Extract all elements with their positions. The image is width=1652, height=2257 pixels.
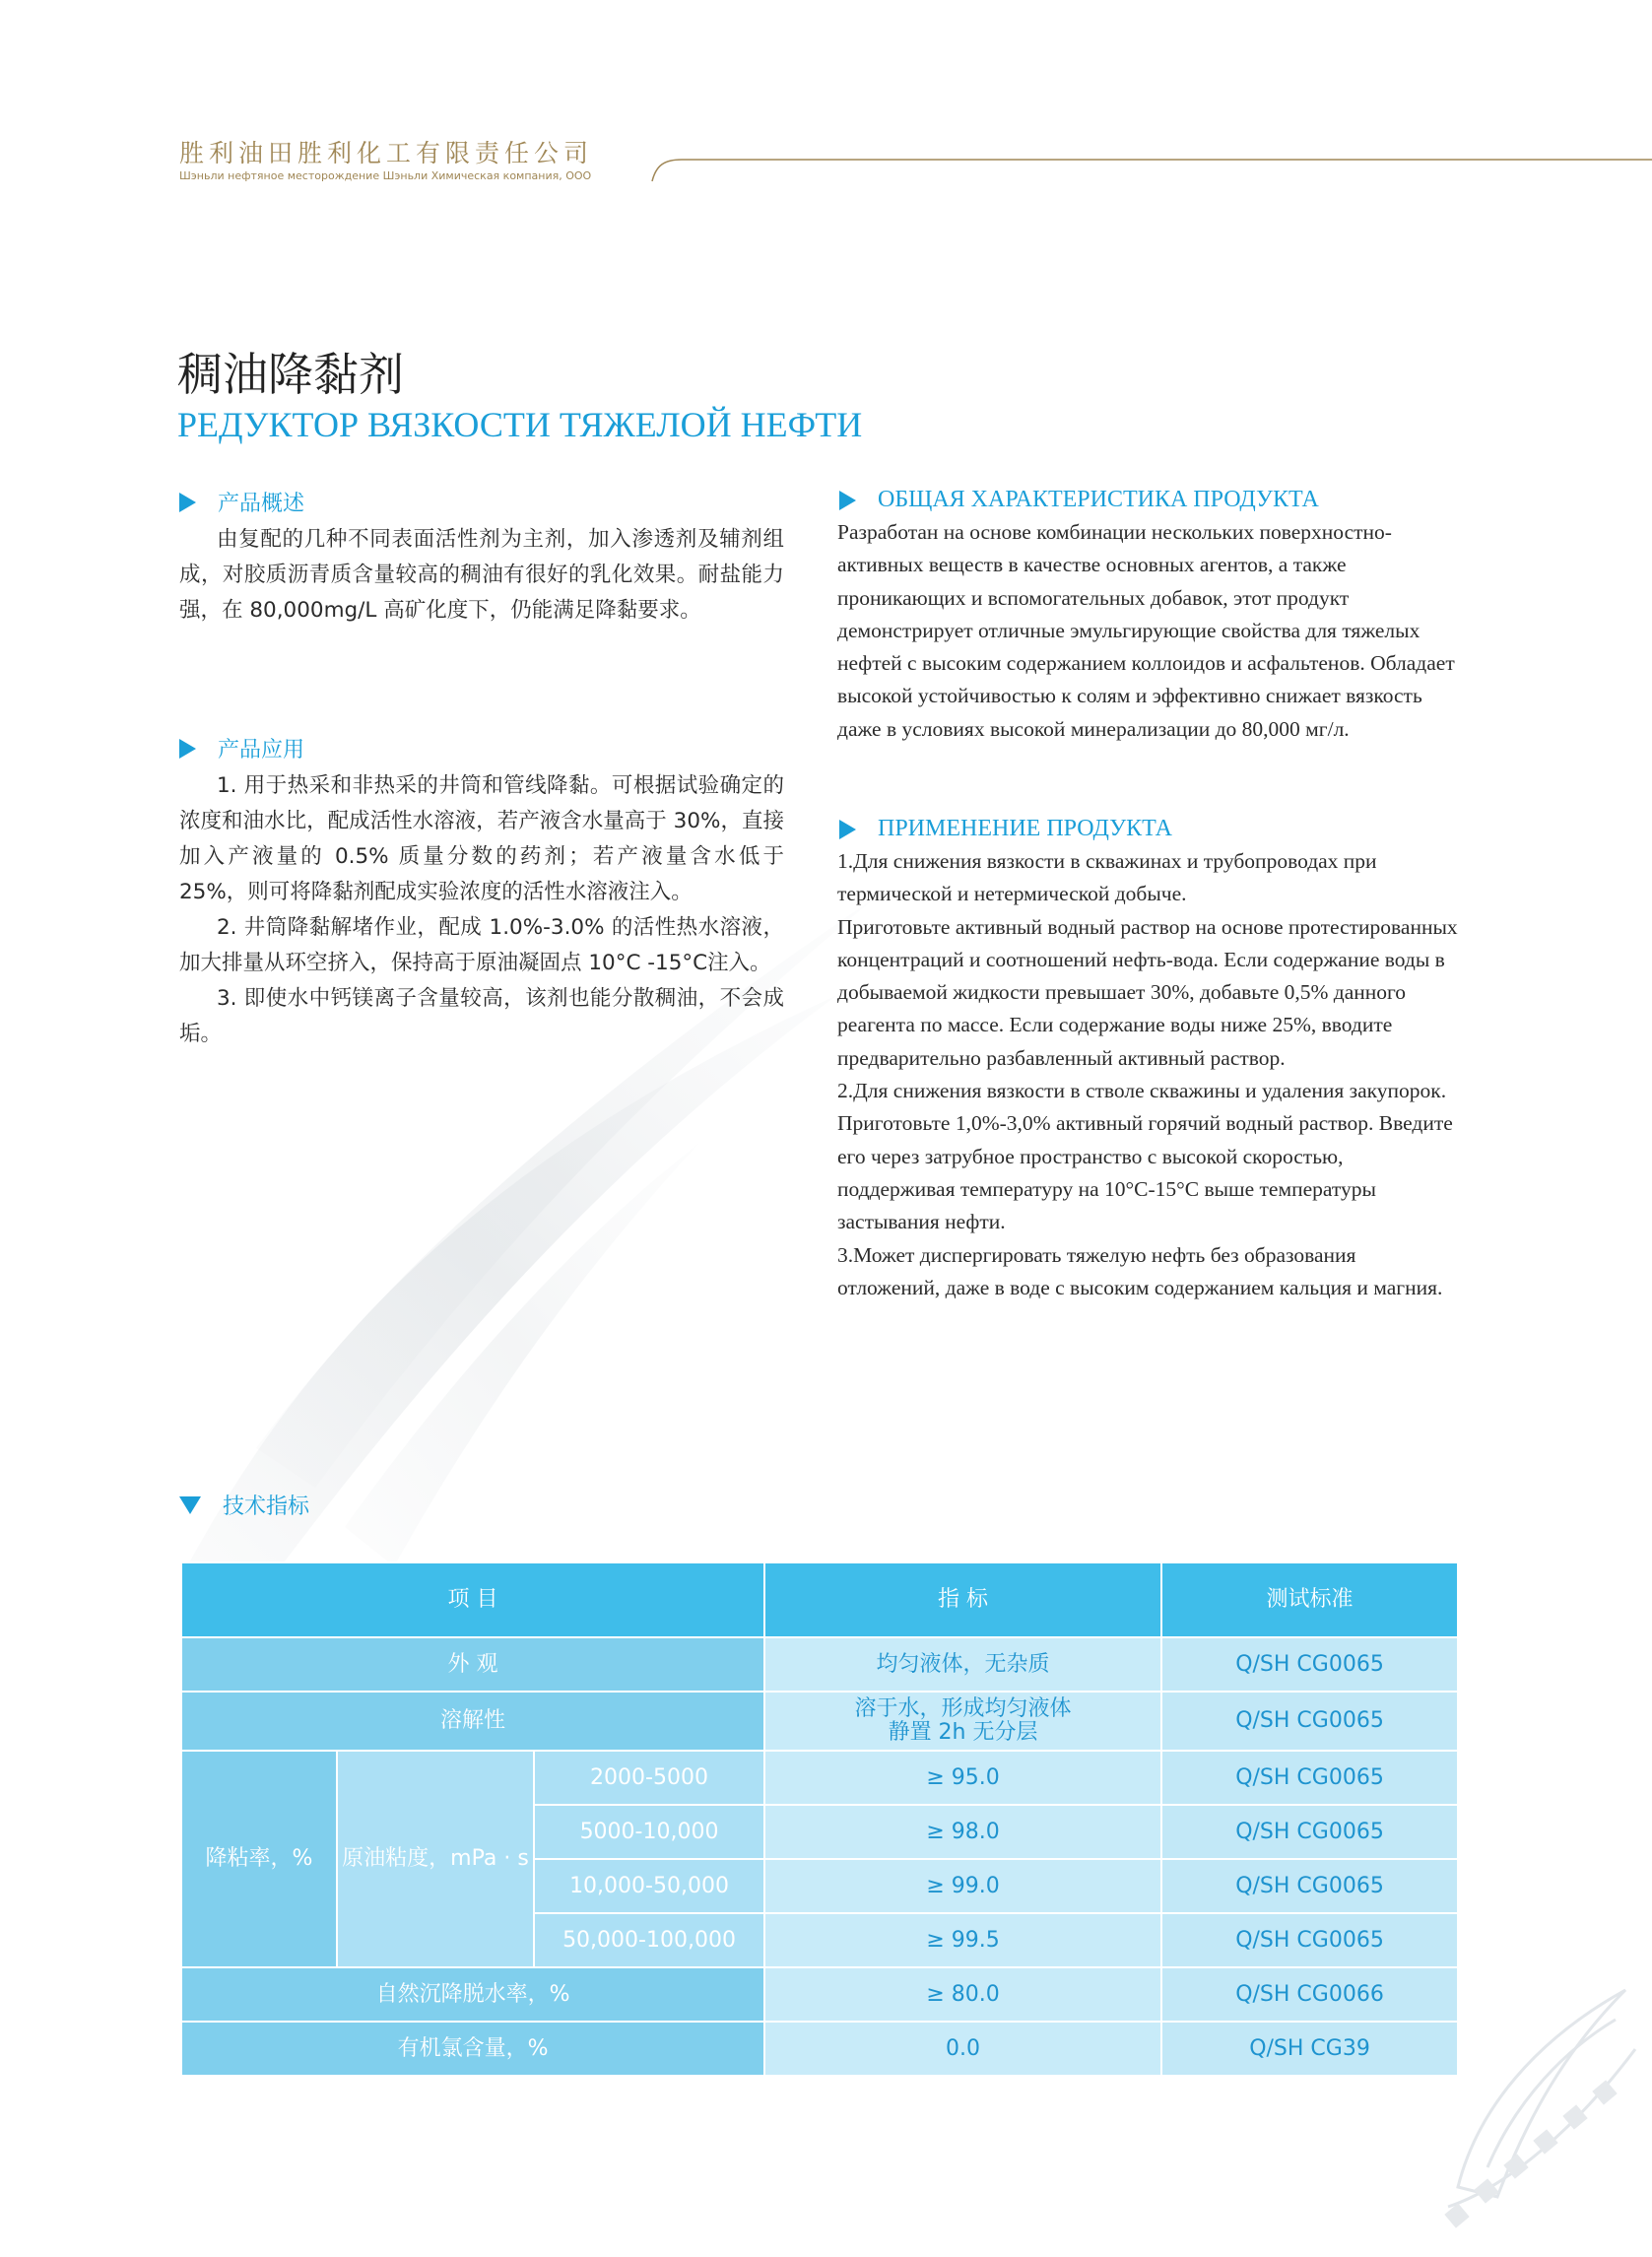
section-heading-ru-overview [839,487,1319,513]
product-title-ru: РЕДУКТОР ВЯЗКОСТИ ТЯЖЕЛОЙ НЕФТИ [177,405,863,444]
item-cell: 有机氯含量，% [181,2022,764,2076]
section-heading-ru-application [839,816,1172,842]
cn-overview-text [179,522,784,629]
paragraph: 3.Может диспергировать тяжелую нефть без образования отложений, даже в воде с высоким содержанием кальция и магния. [837,1242,1443,1299]
value-cell [764,1692,1161,1751]
header-divider-line [642,138,1652,187]
section-heading-label: ПРИМЕНЕНИЕ ПРОДУКТА [878,816,1172,841]
company-name-ru: Шэньли нефтяное месторождение Шэньли Химическая компания, ООО [179,169,592,182]
value-line: 静置 2h 无分层 [888,1720,1038,1745]
standard-cell: Q/SH CG0065 [1161,1913,1458,1967]
section-heading-label: ОБЩАЯ ХАРАКТЕРИСТИКА ПРОДУКТА [878,487,1319,512]
group-label-cell: 降粘率，% [181,1751,337,1967]
cn-application-text [179,768,784,1052]
section-heading-label: 产品应用 [218,738,305,763]
value-cell: ≥ 99.0 [764,1859,1161,1913]
tech-spec-table [180,1561,1459,2077]
value-cell: ≥ 95.0 [764,1751,1161,1805]
product-title-cn: 稠油降黏剂 [177,348,404,401]
triangle-right-icon [839,820,856,839]
paragraph: 由复配的几种不同表面活性剂为主剂，加入渗透剂及辅剂组成，对胶质沥青质含量较高的稠油有很好的乳化效果。耐盐能力强，在 80,000mg/L 高矿化度下，仍能满足降黏要求。 [179,527,784,623]
table-row [181,2022,1458,2076]
value-cell: ≥ 80.0 [764,1967,1161,2022]
paragraph: 1.Для снижения вязкости в скважинах и трубопроводах при термической и нетермической добыче. [837,849,1377,906]
standard-cell: Q/SH CG0065 [1161,1637,1458,1692]
table-row [181,1692,1458,1751]
table-row [181,1751,1458,1805]
standard-cell: Q/SH CG0066 [1161,1967,1458,2022]
range-cell: 10,000-50,000 [534,1859,764,1913]
paragraph: Приготовьте активный водный раствор на основе протестированных концентраций и соотношений нефть-вода. Если содержание воды в добываемой жидкости превышает 30%, добавьте 0,5% данного реагента по массе. Если содержание воды ниже 25%, вводите предварительно разбавленный активный раствор. [837,914,1458,1070]
triangle-down-icon [179,1496,201,1514]
value-cell: ≥ 98.0 [764,1805,1161,1859]
range-cell: 50,000-100,000 [534,1913,764,1967]
company-name-cn: 胜利油田胜利化工有限责任公司 [179,139,594,167]
item-cell: 外 观 [181,1637,764,1692]
section-heading-cn-application [179,733,304,763]
triangle-right-icon [179,739,196,759]
table-row [181,1967,1458,2022]
item-cell: 溶解性 [181,1692,764,1751]
table-header-row [181,1562,1458,1637]
triangle-right-icon [839,491,856,510]
header-indicator: 指 标 [764,1562,1161,1637]
header-item: 项 目 [181,1562,764,1637]
value-cell: ≥ 99.5 [764,1913,1161,1967]
standard-cell: Q/SH CG0065 [1161,1751,1458,1805]
standard-cell: Q/SH CG0065 [1161,1805,1458,1859]
paragraph: 2. 井筒降黏解堵作业，配成 1.0%-3.0% 的活性热水溶液，加大排量从环空挤入，保持高于原油凝固点 10°C -15°C注入。 [179,915,784,975]
value-cell: 0.0 [764,2022,1161,2076]
section-heading-label: 技术指标 [223,1494,310,1519]
value-line: 溶于水，形成均匀液体 [854,1696,1072,1721]
standard-cell: Q/SH CG0065 [1161,1692,1458,1751]
ru-overview-text [837,516,1458,746]
paragraph: 2.Для снижения вязкости в стволе скважины и удаления закупорок. Приготовьте 1,0%-3,0% активный горячий водный раствор. Введите его через затрубное пространство с высокой скоростью, поддерживая температуру на 10°C-15°C выше температуры застывания нефти. [837,1079,1453,1234]
paragraph: 3. 即使水中钙镁离子含量较高，该剂也能分散稠油，不会成垢。 [179,986,784,1046]
group-sublabel-cell: 原油粘度，mPa · s [337,1751,534,1967]
standard-cell: Q/SH CG0065 [1161,1859,1458,1913]
value-cell: 均匀液体，无杂质 [764,1637,1161,1692]
paragraph: 1. 用于热采和非热采的井筒和管线降黏。可根据试验确定的浓度和油水比，配成活性水溶液，若产液含水量高于 30%，直接加入产液量的 0.5% 质量分数的药剂；若产液量含水低于 25%，则可将降黏剂配成实验浓度的活性水溶液注入。 [179,773,784,904]
section-heading-label: 产品概述 [218,492,305,516]
item-cell: 自然沉降脱水率，% [181,1967,764,2022]
triangle-right-icon [179,493,196,512]
ru-application-text [837,845,1458,1304]
standard-cell: Q/SH CG39 [1161,2022,1458,2076]
range-cell: 5000-10,000 [534,1805,764,1859]
table-row [181,1637,1458,1692]
header-standard: 测试标准 [1161,1562,1458,1637]
range-cell: 2000-5000 [534,1751,764,1805]
paragraph: Разработан на основе комбинации нескольких поверхностно-активных веществ в качестве основных агентов, а также проникающих и вспомогательных добавок, этот продукт демонстрирует отличные эмульгирующие свойства для тяжелых нефтей с высоким содержанием коллоидов и асфальтенов. Обладает высокой устойчивостью к солям и эффективно снижает вязкость даже в условиях высокой минерализации до 80,000 мг/л. [837,520,1455,741]
section-heading-tech-specs [179,1490,309,1520]
section-heading-cn-overview [179,487,304,517]
